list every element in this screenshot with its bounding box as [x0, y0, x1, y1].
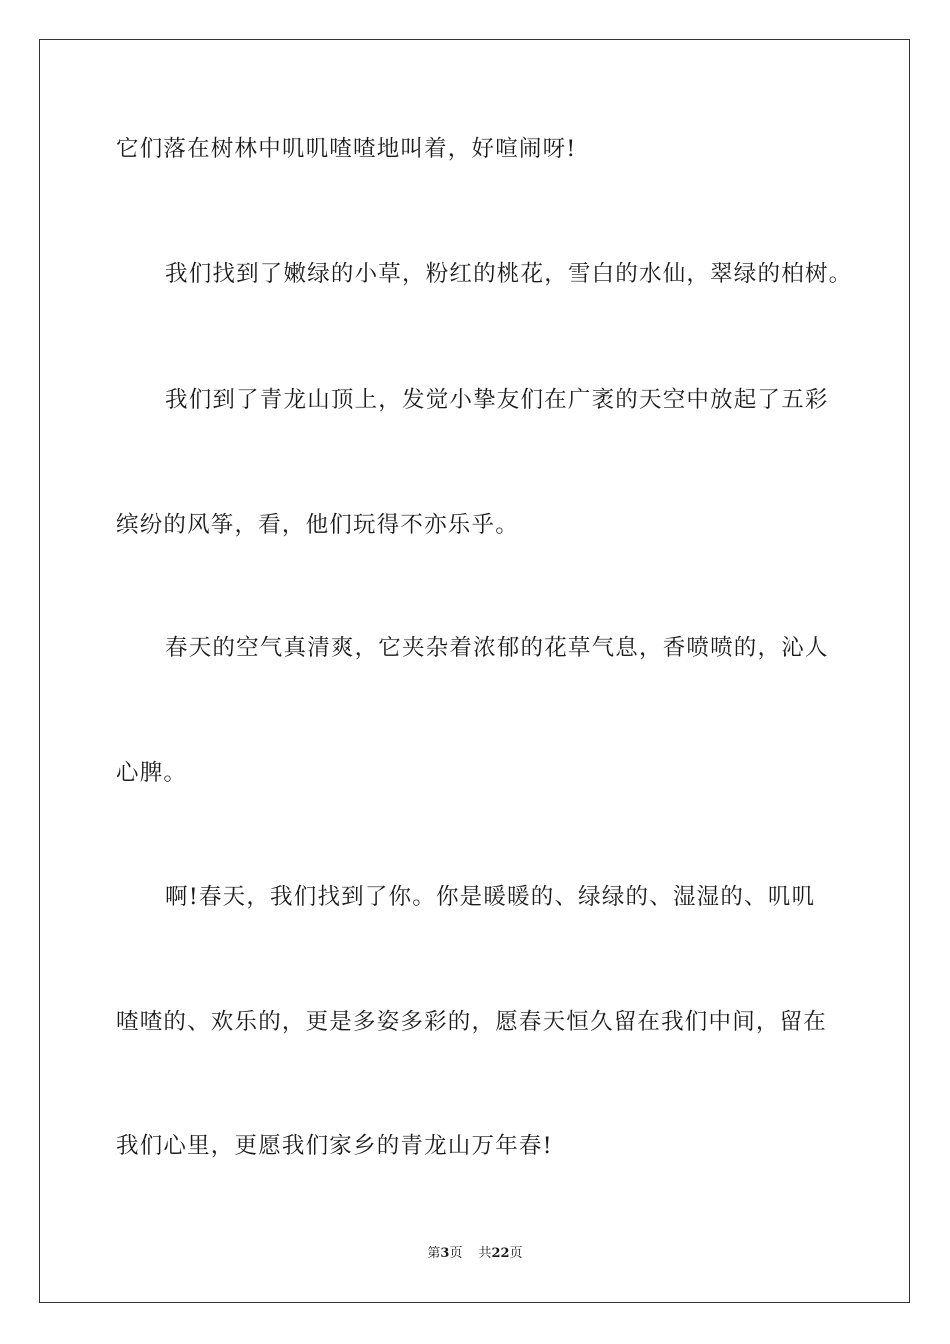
text-line: 我们心里，更愿我们家乡的青龙山万年春! — [116, 1133, 553, 1159]
total-pages: 22 — [491, 1246, 510, 1261]
text-line: 我们找到了嫩绿的小草，粉红的桃花，雪白的水仙，翠绿的柏树。 — [165, 261, 853, 287]
total-prefix: 共 — [478, 1246, 492, 1261]
page-number: 3 — [440, 1246, 450, 1261]
text-line: 啊!春天，我们找到了你。你是暖暖的、绿绿的、湿湿的、叽叽 — [165, 884, 816, 910]
page-suffix: 页 — [449, 1246, 463, 1261]
text-line: 春天的空气真清爽，它夹杂着浓郁的花草气息，香喷喷的，沁人 — [165, 635, 829, 661]
total-suffix: 页 — [509, 1246, 523, 1261]
text-line: 喳喳的、欢乐的，更是多姿多彩的，愿春天恒久留在我们中间，留在 — [116, 1009, 828, 1035]
page-prefix: 第 — [427, 1246, 441, 1261]
page-footer — [0, 1245, 950, 1263]
text-line: 缤纷的风筝，看，他们玩得不亦乐乎。 — [116, 512, 519, 538]
text-line: 我们到了青龙山顶上，发觉小挚友们在广袤的天空中放起了五彩 — [165, 387, 829, 413]
page-border — [39, 39, 910, 1303]
text-line: 心脾。 — [116, 760, 188, 786]
text-line: 它们落在树林中叽叽喳喳地叫着，好喧闹呀! — [116, 136, 577, 162]
